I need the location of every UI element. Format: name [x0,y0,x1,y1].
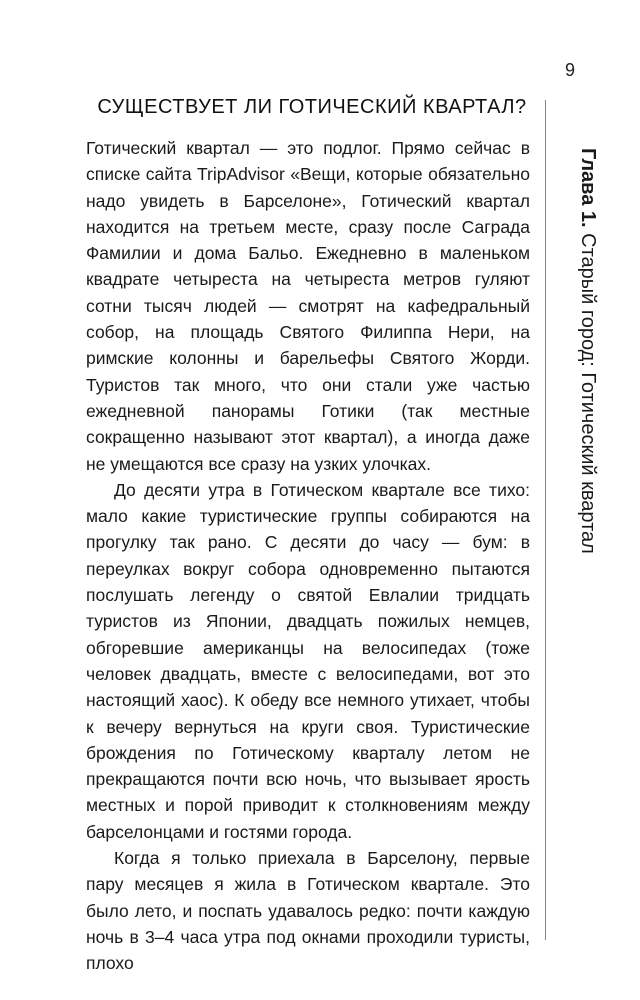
paragraph-3: Когда я только приехала в Барселону, первые пару месяцев я жила в Готическом квартале. Это было лето, и поспать удавалось редко: почти каждую ночь в 3–4 часа утра под окнами проходили туристы, плохо [86,848,530,974]
running-head [572,148,604,868]
running-head-text [572,148,604,554]
chapter-title: СУЩЕСТВУЕТ ЛИ ГОТИЧЕСКИЙ КВАРТАЛ? [97,96,527,118]
paragraph-2: До десяти утра в Готическом квартале все тихо: мало какие туристические группы собираются на прогулку так рано. С десяти до часу — бум: в переулках вокруг собора одновременно пытаются послушать легенду о святой Евлалии тридцать туристов из Японии, двадцать пожилых немцев, обгоревшие американцы на велосипедах (тоже человек двадцать, вместе с велосипедами, вот это настоящий хаос). К обеду все немного утихает, чтобы к вечеру вернуться на круги своя. Туристические брождения по Готическому кварталу летом не прекращаются почти всю ночь, что вызывает ярость местных и порой приводит к столкновениям между барселонцами и гостями города. [86,479,530,842]
page-number: 9 [564,60,575,80]
running-head-chapter: Глава 1. [577,148,599,228]
body-text [86,135,530,977]
running-head-section: Старый город: Готический квартал [577,227,599,554]
margin-divider [545,100,546,940]
paragraph-1: Готический квартал — это подлог. Прямо сейчас в списке сайта TripAdvisor «Вещи, которые обязательно надо увидеть в Барселоне», Готический квартал находится на третьем месте, сразу после Саграда Фамилии и дома Бальо. Ежедневно в маленьком квадрате четыреста на четыреста метров гуляют сотни тысяч людей — смотрят на кафедральный собор, на площадь Святого Филиппа Нери, на римские колонны и барельефы Святого Жорди. Туристов так много, что они стали уже частью ежедневной панорамы Готики (так местные сокращенно называют этот квартал), а иногда даже не умещаются все сразу на узких улочках. [86,138,530,474]
